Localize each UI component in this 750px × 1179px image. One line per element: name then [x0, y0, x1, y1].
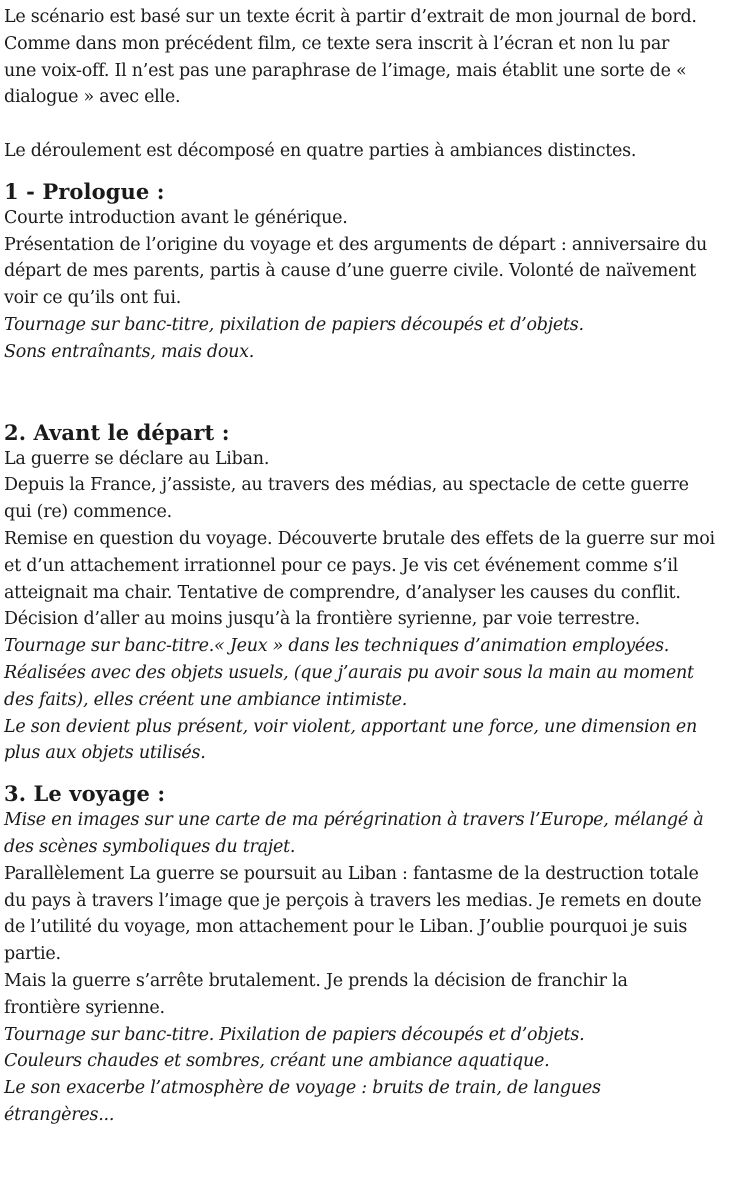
- italic-note-line: Tournage sur banc-titre.« Jeux » dans les techniques d’animation employées.: [4, 636, 670, 657]
- italic-note-line: Tournage sur banc-titre, pixilation de papiers découpés et d’objets.: [4, 314, 584, 335]
- structure-paragraph: Le déroulement est décomposé en quatre parties à ambiances distinctes.: [4, 140, 637, 161]
- body-line: frontière syrienne.: [4, 997, 165, 1018]
- italic-note-line: Mise en images sur une carte de ma pérégrination à travers l’Europe, mélangé à: [4, 810, 704, 831]
- body-line: Remise en question du voyage. Découverte brutale des effets de la guerre sur moi: [4, 528, 715, 549]
- italic-note-line: Réalisées avec des objets usuels, (que j’aurais pu avoir sous la main au moment: [4, 662, 694, 683]
- document-page: [4, 4, 748, 1129]
- intro-line: Le scénario est basé sur un texte écrit à partir d’extrait de mon journal de bord.: [4, 7, 697, 27]
- section-heading: 3. Le voyage :: [4, 781, 166, 807]
- body-line: Mais la guerre s’arrête brutalement. Je prends la décision de franchir la: [4, 970, 628, 991]
- body-line: Courte introduction avant le générique.: [4, 207, 348, 228]
- italic-note-line: Couleurs chaudes et sombres, créant une ambiance aquatique.: [4, 1051, 550, 1072]
- italic-note-line: des scènes symboliques du trajet.: [4, 836, 296, 857]
- section-prologue: [4, 178, 748, 366]
- spacer: [4, 165, 748, 178]
- body-line: départ de mes parents, partis à cause d’une guerre civile. Volonté de naïvement: [4, 261, 696, 282]
- intro-line: une voix-off. Il n’est pas une paraphrase de l’image, mais établit une sorte de «: [4, 60, 687, 81]
- italic-note-line: Tournage sur banc-titre. Pixilation de papiers découpés et d’objets.: [4, 1024, 585, 1045]
- section-avant-le-depart: [4, 419, 748, 768]
- body-line: de l’utilité du voyage, mon attachement pour le Liban. J’oublie pourquoi je suis: [4, 917, 688, 938]
- body-line: Présentation de l’origine du voyage et des arguments de départ : anniversaire du: [4, 234, 708, 255]
- body-line: et d’un attachement irrationnel pour ce pays. Je vis cet événement comme s’il: [4, 555, 678, 576]
- body-line: partie.: [4, 944, 61, 965]
- body-line: qui (re) commence.: [4, 502, 172, 523]
- italic-note-line: des faits), elles créent une ambiance intimiste.: [4, 689, 408, 710]
- spacer: [4, 111, 748, 138]
- body-line: atteignait ma chair. Tentative de comprendre, d’analyser les causes du conflit.: [4, 582, 681, 603]
- section-le-voyage: [4, 780, 748, 1129]
- body-line: Décision d’aller au moins jusqu’à la frontière syrienne, par voie terrestre.: [4, 609, 640, 630]
- body-line: voir ce qu’ils ont fui.: [4, 288, 182, 309]
- section-heading: 2. Avant le départ :: [4, 419, 230, 445]
- italic-note-line: plus aux objets utilisés.: [4, 743, 206, 764]
- body-line: Parallèlement La guerre se poursuit au Liban : fantasme de la destruction totale: [4, 863, 699, 884]
- body-line: Depuis la France, j’assiste, au travers des médias, au spectacle de cette guerre: [4, 475, 689, 496]
- spacer: [4, 366, 748, 419]
- italic-note-line: Le son devient plus présent, voir violent, apportant une force, une dimension en: [4, 716, 698, 737]
- intro-paragraph: [4, 4, 748, 111]
- italic-note-line: Le son exacerbe l’atmosphère de voyage : bruits de train, de langues: [4, 1078, 601, 1099]
- section-heading: 1 - Prologue :: [4, 178, 165, 204]
- italic-note-line: étrangères...: [4, 1104, 115, 1125]
- body-line: du pays à travers l’image que je perçois à travers les medias. Je remets en doute: [4, 890, 702, 911]
- intro-line: Comme dans mon précédent film, ce texte sera inscrit à l’écran et non lu par: [4, 33, 670, 54]
- italic-note-line: Sons entraînants, mais doux.: [4, 341, 255, 362]
- body-line: La guerre se déclare au Liban.: [4, 448, 270, 469]
- spacer: [4, 767, 748, 780]
- intro-line: dialogue » avec elle.: [4, 87, 181, 108]
